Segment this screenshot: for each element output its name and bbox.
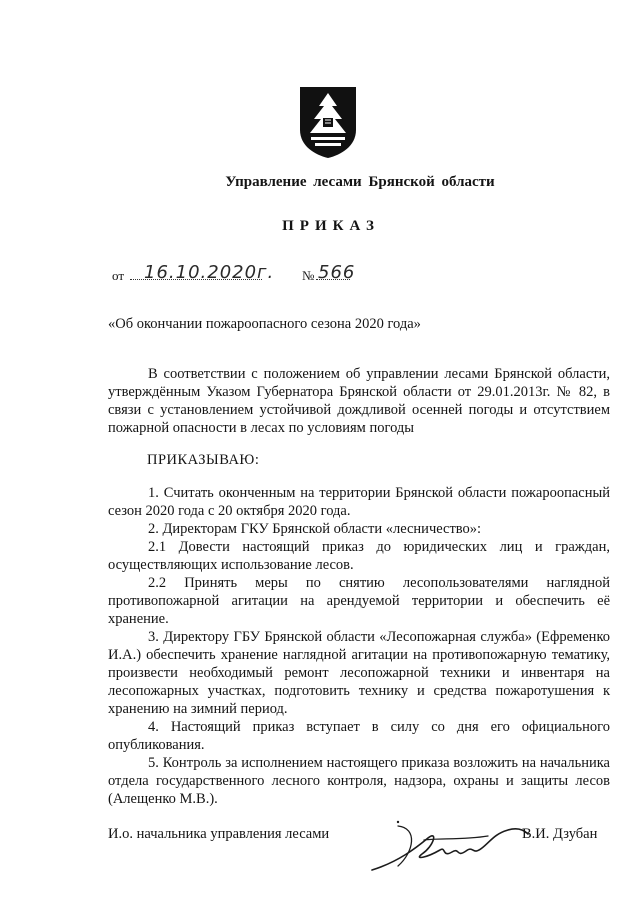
date-underline	[130, 279, 262, 280]
preamble-paragraph: В соответствии с положением об управлении лесами Брянской области, утверждённым Указом Губернатора Брянской области от 29.01.2013г. № 82, в связи с установлением устойчивой дождливой осенней погоды и отсутствием пожарной опасности в лесах по условиям погоды	[108, 366, 610, 436]
organization-name: Управление лесами Брянской области	[225, 174, 495, 190]
order-number: 566	[318, 262, 356, 283]
order-item: 1. Считать оконченным на территории Брянской области пожароопасный сезон 2020 года с 20 октября 2020 года.	[108, 485, 610, 519]
coat-of-arms-icon	[297, 84, 359, 160]
order-item: 5. Контроль за исполнением настоящего приказа возложить на начальника отдела государственного лесного контроля, надзора, охраны и защиты лесов (Алещенко М.В.).	[108, 755, 610, 807]
order-items	[108, 484, 610, 808]
order-item: 2.2 Принять меры по снятию лесопользователями наглядной противопожарной агитации на арендуемой территории и обеспечить её хранение.	[108, 575, 610, 627]
signatory-name: В.И. Дзубан	[522, 826, 598, 842]
date-prefix: от	[112, 268, 125, 283]
document-title: ПРИКАЗ	[282, 218, 380, 234]
number-underline	[316, 279, 350, 280]
order-date: 16.10.2020г.	[144, 262, 275, 283]
order-item: 3. Директору ГБУ Брянской области «Лесопожарная служба» (Ефременко И.А.) обеспечить хранение наглядной агитации на противопожарную тематику, произвести необходимый ремонт лесопожарной техники и инвентаря на лесопожарных участках, подготовить технику и средства пожаротушения к хранению на зимний период.	[108, 629, 610, 717]
handwritten-signature-icon	[368, 818, 534, 876]
order-item: 2. Директорам ГКУ Брянской области «лесничество»:	[148, 521, 482, 537]
number-prefix: №	[302, 268, 315, 283]
order-subject: «Об окончании пожароопасного сезона 2020 года»	[108, 316, 421, 332]
signatory-position: И.о. начальника управления лесами	[108, 826, 330, 842]
directive-heading: ПРИКАЗЫВАЮ:	[147, 452, 260, 468]
order-item: 4. Настоящий приказ вступает в силу со дня его официального опубликования.	[108, 719, 610, 753]
order-item: 2.1 Довести настоящий приказ до юридических лиц и граждан, осуществляющих использование лесов.	[108, 539, 610, 573]
